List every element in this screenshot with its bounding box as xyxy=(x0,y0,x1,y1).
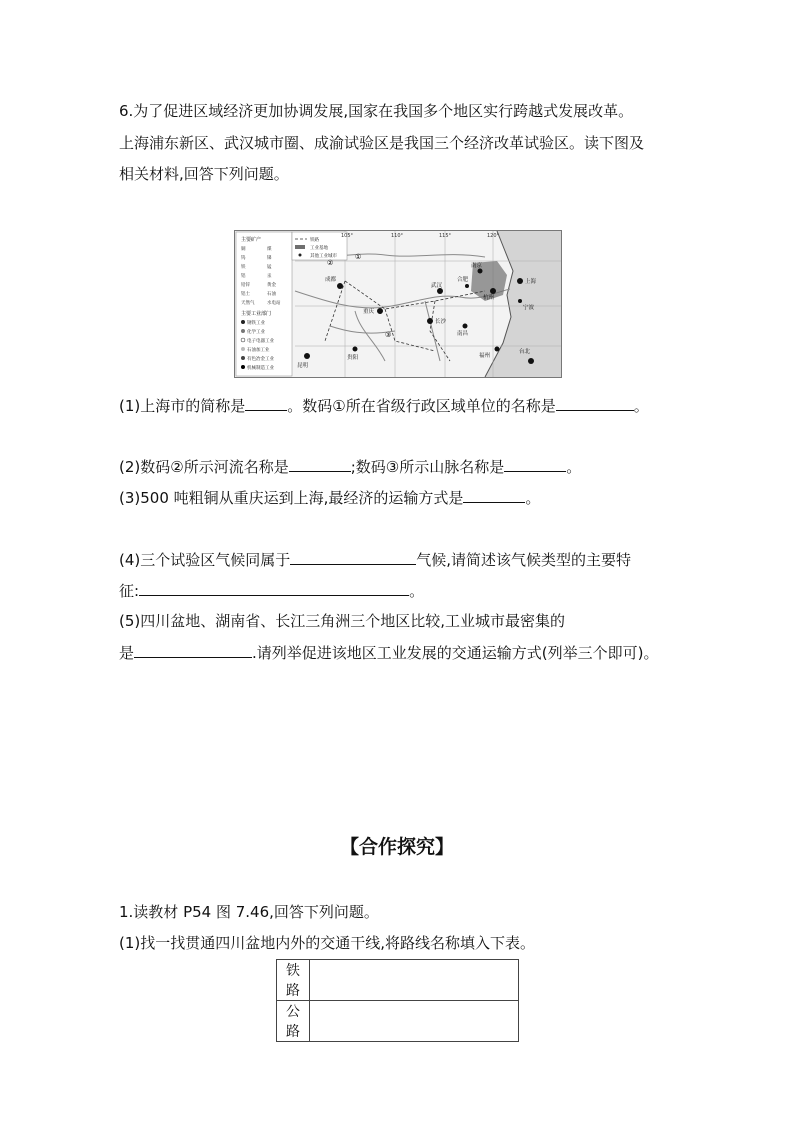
legend-left-title: 主要矿产 xyxy=(241,237,262,243)
table-row xyxy=(277,960,519,1001)
legend-item-gold: 黄金 xyxy=(267,283,276,288)
question-6-sub-4-line-1 xyxy=(119,549,631,570)
sub-3-text-a: (3)500 吨粗铜从重庆运到上海,最经济的运输方式是 xyxy=(119,489,464,507)
city-label-taipei: 台北 xyxy=(519,349,531,355)
legend-item-mercury: 汞 xyxy=(267,274,272,279)
sub-4-text-a: (4)三个试验区气候同属于 xyxy=(119,551,291,569)
table-row-label-highway: 公路 xyxy=(277,1001,310,1042)
legend-industry-electronics: 电子电器工业 xyxy=(247,339,274,344)
question-6-sub-1 xyxy=(119,395,649,416)
city-label-hefei: 合肥 xyxy=(457,277,469,283)
longitude-115: 115° xyxy=(439,233,452,239)
city-label-guiyang: 贵阳 xyxy=(347,355,359,361)
exploration-question-1-sub: (1)找一找贯通四川盆地内外的交通干线,将路线名称填入下表。 xyxy=(119,934,536,952)
sub-2-text-c: 。 xyxy=(566,458,582,476)
legend-other-city: 其他工业城市 xyxy=(310,254,337,259)
sub-2-text-a: (2)数码②所示河流名称是 xyxy=(119,458,289,476)
city-label-shanghai: 上海 xyxy=(525,279,537,285)
exploration-question-1: 1.读教材 P54 图 7.46,回答下列问题。 xyxy=(119,903,379,921)
legend-item-oil: 石油 xyxy=(267,292,276,297)
sub-1-text-c: 。 xyxy=(633,397,649,415)
city-label-nanchang: 南昌 xyxy=(457,331,469,337)
question-6-sub-5-line-1: (5)四川盆地、湖南省、长江三角洲三个地区比较,工业城市最密集的 xyxy=(119,612,566,630)
longitude-105: 105° xyxy=(341,233,354,239)
question-6-sub-5-line-2 xyxy=(119,642,659,663)
digit-marker-2: ② xyxy=(327,259,334,267)
legend-item-coal: 煤 xyxy=(267,247,272,252)
map-graphic xyxy=(235,231,561,377)
sub-4-text-c: 征: xyxy=(119,582,140,600)
transport-lines-table xyxy=(276,959,519,1042)
answer-blank-river-2[interactable] xyxy=(289,456,351,472)
table-cell-highway-answer[interactable] xyxy=(310,1001,519,1042)
city-label-fuzhou: 福州 xyxy=(479,353,491,359)
answer-blank-climate-type[interactable] xyxy=(290,549,416,565)
legend-item-hydropower: 水电站 xyxy=(267,301,281,306)
legend-industry-chemical: 化学工业 xyxy=(247,330,265,335)
railways xyxy=(325,281,485,361)
answer-blank-transport[interactable] xyxy=(463,487,525,503)
city-label-nanjing: 南京 xyxy=(471,263,483,269)
longitude-120: 120° xyxy=(487,233,500,239)
legend-item-lead-zinc: 铅锌 xyxy=(241,283,250,288)
question-6-intro-line-1: 6.为了促进区域经济更加协调发展,国家在我国多个地区实行跨越式发展改革。 xyxy=(119,102,634,120)
question-6-sub-2 xyxy=(119,456,581,477)
digit-markers xyxy=(327,253,391,339)
answer-blank-mountain-3[interactable] xyxy=(504,456,566,472)
legend-industry-steel: 钢铁工业 xyxy=(247,321,265,326)
sub-2-text-b: ;数码③所示山脉名称是 xyxy=(350,458,505,476)
answer-blank-climate-features[interactable] xyxy=(139,580,409,596)
legend-industry-machinery: 机械制造工业 xyxy=(247,366,274,371)
legend-item-gas: 天然气 xyxy=(241,301,255,306)
legend-item-iron: 铁 xyxy=(241,265,246,270)
table-row xyxy=(277,1001,519,1042)
city-label-kunming: 昆明 xyxy=(297,363,309,369)
legend-industry-metallurgy: 有色冶金工业 xyxy=(247,357,274,362)
question-6-intro-line-2: 上海浦东新区、武汉城市圈、成渝试验区是我国三个经济改革试验区。读下图及 xyxy=(119,134,645,152)
sub-4-text-d: 。 xyxy=(409,582,425,600)
sub-1-text-b: 。数码①所在省级行政区域单位的名称是 xyxy=(287,397,556,415)
legend-railway: 铁路 xyxy=(310,238,319,243)
table-row-label-railway: 铁路 xyxy=(277,960,310,1001)
legend-item-tin: 锑 xyxy=(267,256,272,261)
table-cell-railway-answer[interactable] xyxy=(310,960,519,1001)
answer-blank-province-1[interactable] xyxy=(556,395,634,411)
sub-5-text-b: .请列举促进该地区工业发展的交通运输方式(列举三个即可)。 xyxy=(252,644,659,662)
digit-marker-1: ① xyxy=(355,253,362,261)
city-label-chengdu: 成都 xyxy=(325,277,337,283)
economic-zones-map xyxy=(234,230,562,378)
longitude-110: 110° xyxy=(391,233,404,239)
city-label-wuhan: 武汉 xyxy=(431,283,443,289)
question-6-intro-line-3: 相关材料,回答下列问题。 xyxy=(119,165,289,183)
sub-4-text-b: 气候,请简述该气候类型的主要特 xyxy=(416,551,632,569)
legend-item-manganese: 锰 xyxy=(267,265,272,270)
question-6-sub-4-line-2 xyxy=(119,580,424,601)
city-label-hangzhou: 杭州 xyxy=(483,295,495,301)
city-label-changsha: 长沙 xyxy=(435,319,447,325)
city-label-chongqing: 重庆 xyxy=(363,309,375,315)
digit-marker-3: ③ xyxy=(385,331,392,339)
sub-5-text-a: 是 xyxy=(119,644,135,662)
longitude-labels xyxy=(341,233,500,239)
city-label-ningbo: 宁波 xyxy=(523,305,535,311)
legend-industry-title: 主要工业部门 xyxy=(241,311,272,317)
answer-blank-densest-region[interactable] xyxy=(134,642,252,658)
legend-item-bauxite: 铝土 xyxy=(241,292,250,297)
sub-3-text-b: 。 xyxy=(525,489,541,507)
answer-blank-shanghai-abbr[interactable] xyxy=(245,395,287,411)
legend-industry-oil-refining: 石油加工业 xyxy=(247,348,270,353)
legend-item-copper: 铜 xyxy=(241,247,246,252)
legend-item-aluminum: 铝 xyxy=(241,274,246,279)
sub-1-text-a: (1)上海市的简称是 xyxy=(119,397,246,415)
legend-item-tungsten: 钨 xyxy=(241,256,246,261)
question-6-sub-3 xyxy=(119,487,540,508)
section-title: 【合作探究】 xyxy=(339,836,454,858)
legend-industrial-base: 工业基地 xyxy=(310,246,328,251)
